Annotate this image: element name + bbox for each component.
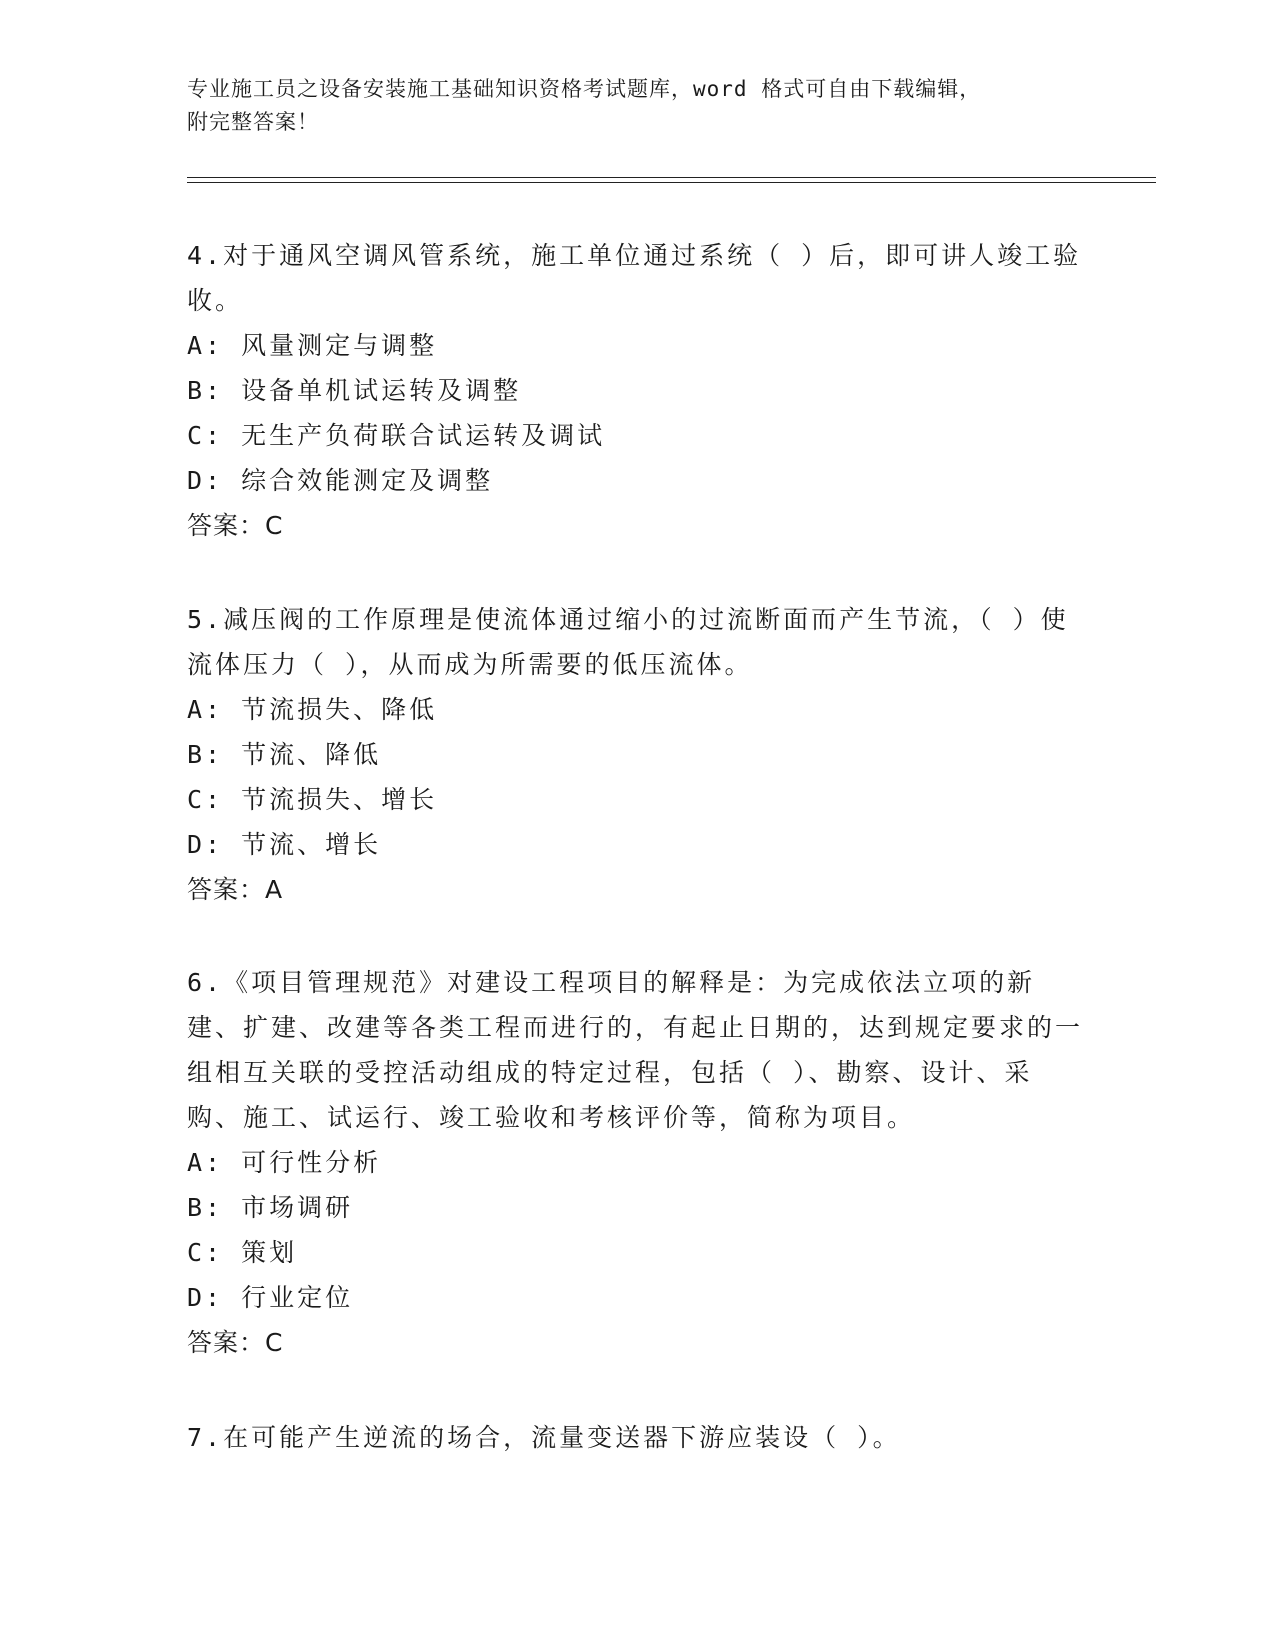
option-c: C: 策划 [187, 1238, 298, 1267]
question-5 [187, 597, 1087, 912]
question-stem: 4.对于通风空调风管系统，施工单位通过系统（ ）后，即可讲人竣工验收。 [187, 241, 1082, 315]
header-divider-top [187, 177, 1156, 178]
option-b: B: 节流、降低 [187, 740, 382, 769]
header-line-2: 附完整答案！ [187, 110, 319, 134]
option-a: A: 风量测定与调整 [187, 331, 438, 360]
document-header [187, 73, 1067, 139]
option-d: D: 综合效能测定及调整 [187, 466, 494, 495]
option-c: C: 无生产负荷联合试运转及调试 [187, 421, 606, 450]
question-stem: 6.《项目管理规范》对建设工程项目的解释是：为完成依法立项的新建、扩建、改建等各类工程而进行的，有起止日期的，达到规定要求的一组相互关联的受控活动组成的特定过程，包括（ ）、勘察、设计、采购、施工、试运行、竣工验收和考核评价等，简称为项目。 [187, 968, 1084, 1132]
question-7 [187, 1415, 1087, 1460]
option-b: B: 市场调研 [187, 1193, 354, 1222]
question-6 [187, 960, 1087, 1365]
option-c: C: 节流损失、增长 [187, 785, 438, 814]
option-d: D: 节流、增长 [187, 830, 382, 859]
option-d: D: 行业定位 [187, 1283, 354, 1312]
option-a: A: 节流损失、降低 [187, 695, 438, 724]
header-line-1: 专业施工员之设备安装施工基础知识资格考试题库，word 格式可自由下载编辑， [187, 77, 982, 101]
answer: 答案：A [187, 875, 284, 904]
answer: 答案：C [187, 511, 284, 540]
option-b: B: 设备单机试运转及调整 [187, 376, 522, 405]
question-4 [187, 233, 1087, 548]
question-stem: 5.减压阀的工作原理是使流体通过缩小的过流断面而产生节流，（ ）使流体压力（ ），从而成为所需要的低压流体。 [187, 605, 1069, 679]
option-a: A: 可行性分析 [187, 1148, 382, 1177]
answer: 答案：C [187, 1328, 284, 1357]
question-stem: 7.在可能产生逆流的场合，流量变送器下游应装设（ ）。 [187, 1423, 901, 1452]
header-divider-bottom [187, 182, 1156, 183]
